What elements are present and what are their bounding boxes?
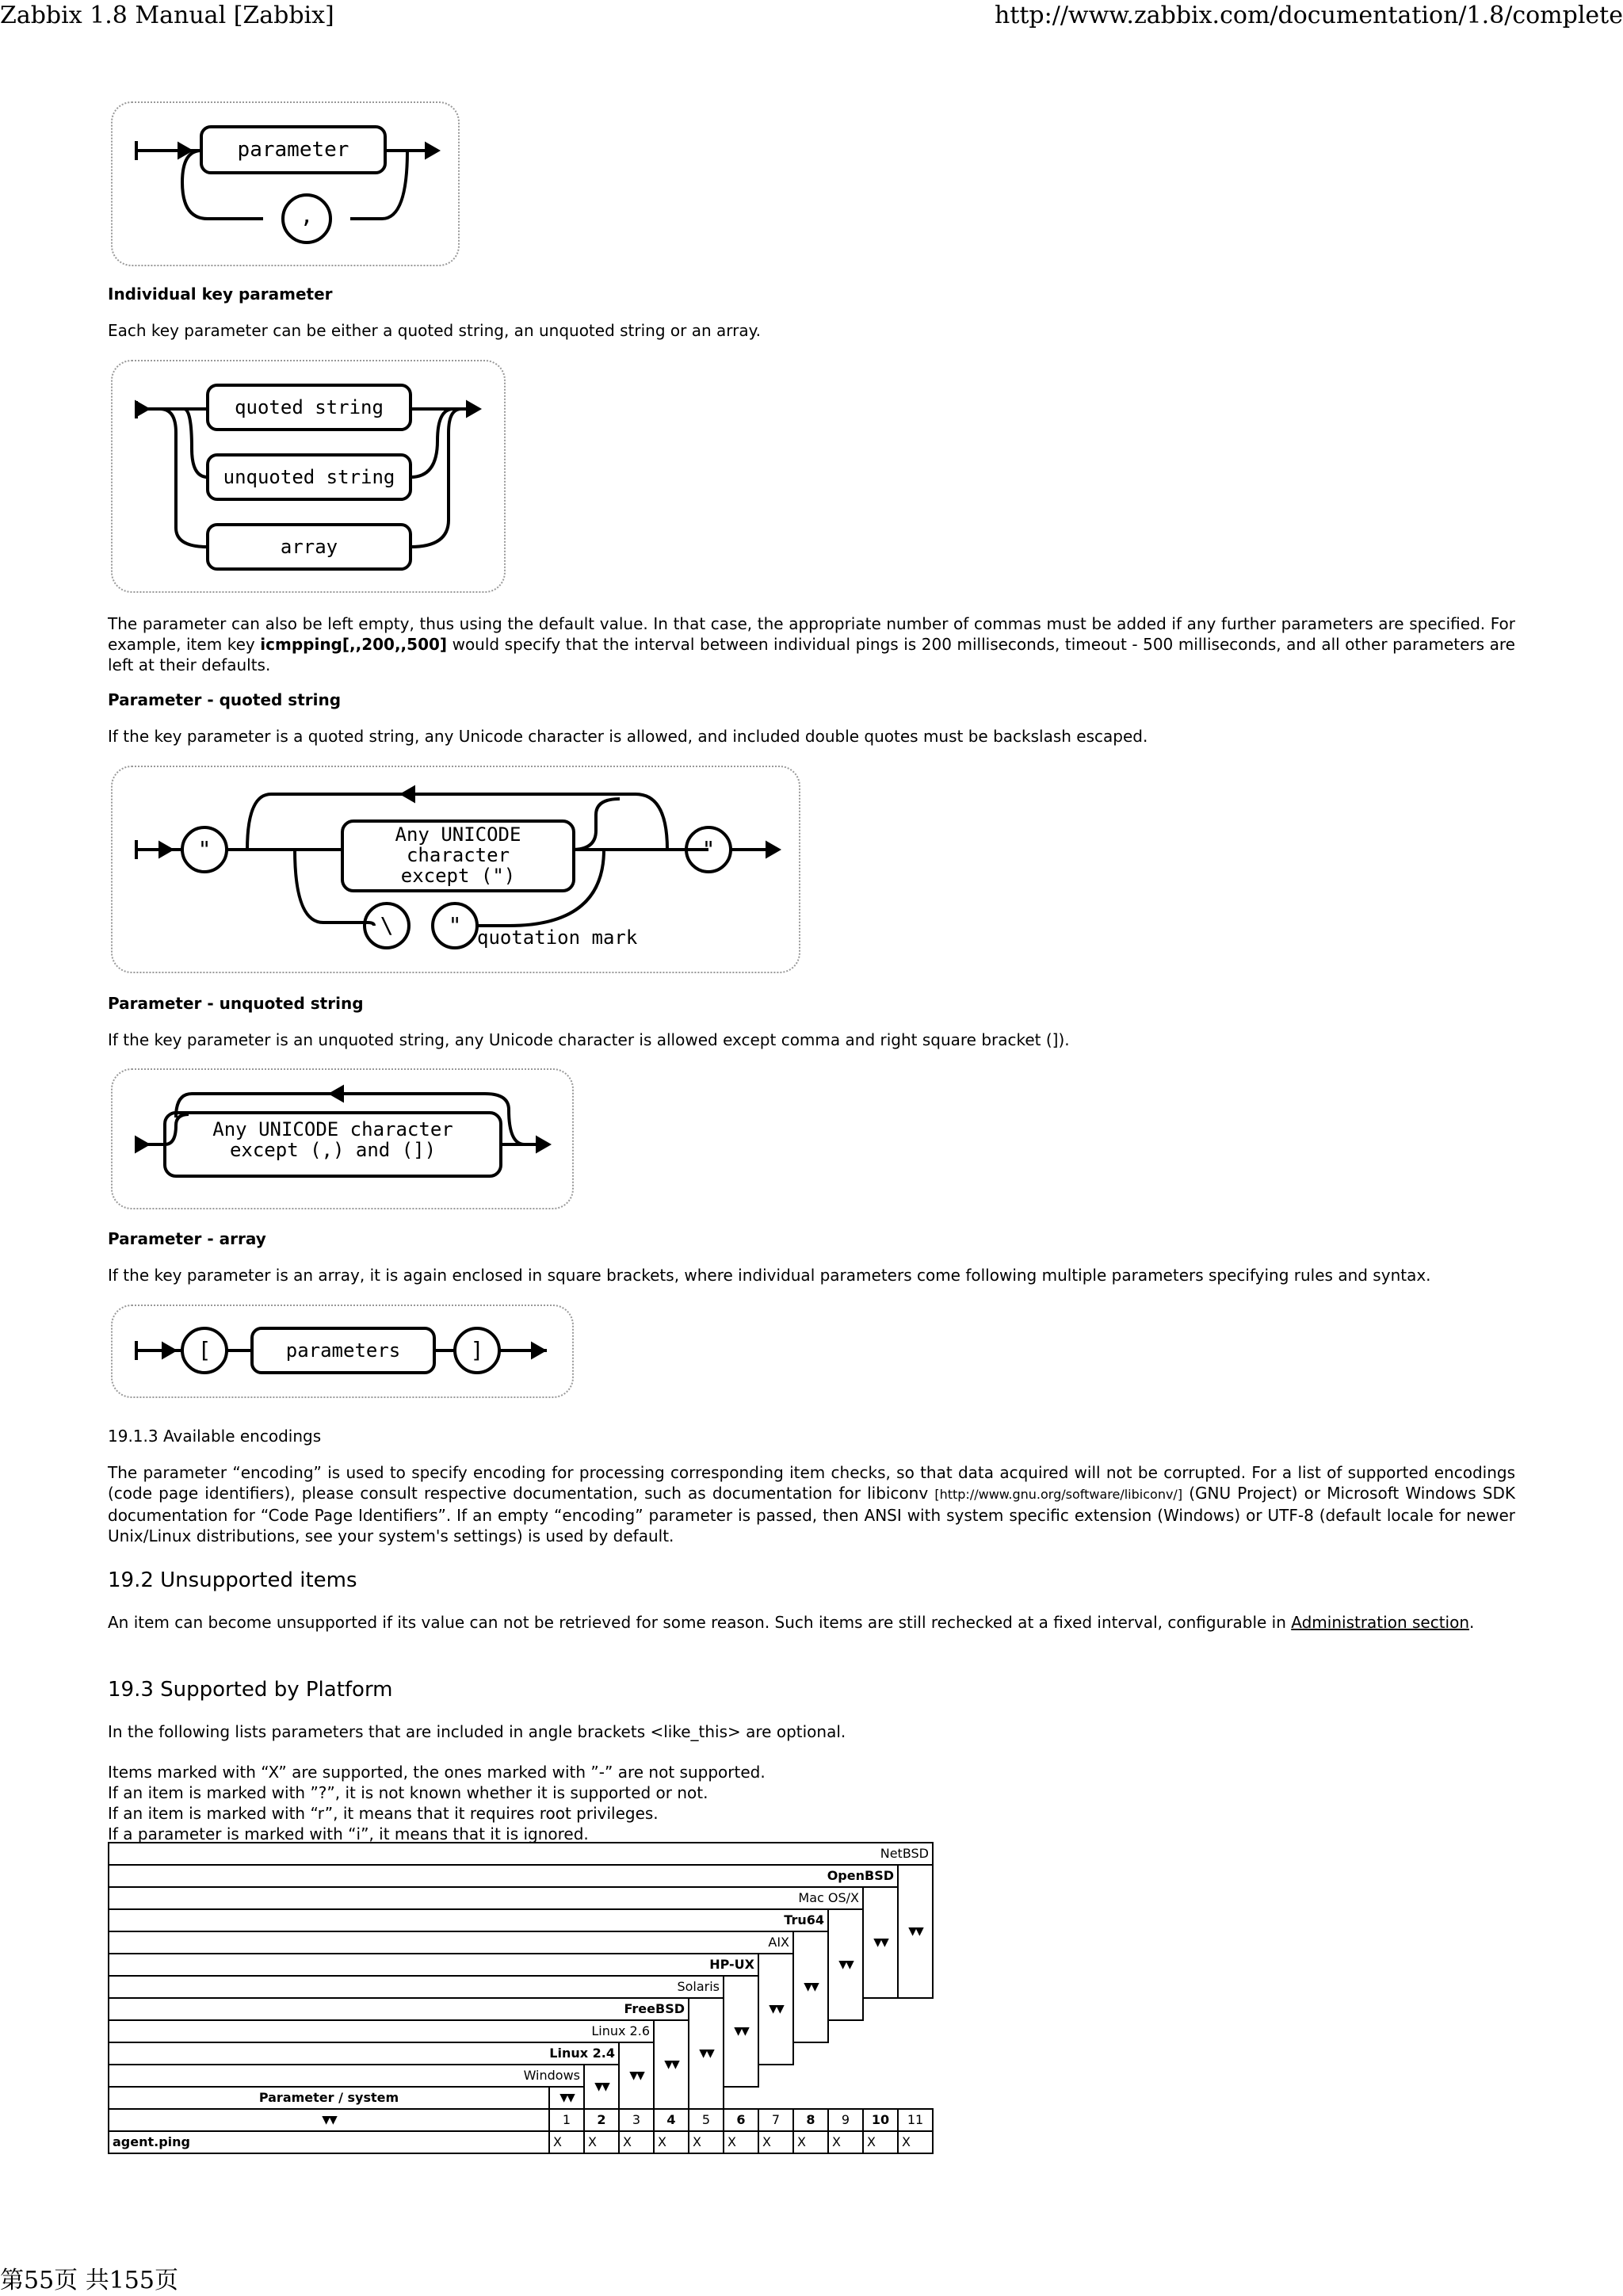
unquoted-text: If the key parameter is an unquoted string, any Unicode character is allowed except comma and right square bracket (]). — [108, 1030, 1070, 1049]
platform-header-aix[interactable]: AIX — [109, 1931, 793, 1954]
libiconv-url: [http://www.gnu.org/software/libiconv/] — [934, 1487, 1183, 1502]
column-number: 1 — [549, 2109, 584, 2131]
unquoted-line2: except (,) and (]) — [229, 1139, 437, 1161]
column-number: 7 — [758, 2109, 793, 2131]
table-cell: X — [793, 2131, 828, 2153]
sort-arrows-4[interactable]: ▼▼ — [654, 2020, 689, 2109]
header-url: http://www.zabbix.com/documentation/1.8/complete — [994, 2, 1623, 29]
legend-list — [108, 1762, 766, 1844]
platform-heading: 19.3 Supported by Platform — [108, 1678, 393, 1702]
column-number: 2 — [584, 2109, 619, 2131]
quotation-mark-label: quotation mark — [477, 926, 638, 949]
unicode-except-quote-box — [342, 824, 574, 886]
parameter-box-label: parameter — [237, 138, 349, 162]
unicode-line3: except (") — [400, 865, 516, 887]
sort-arrows-5[interactable]: ▼▼ — [689, 1998, 724, 2109]
parameters-syntax-diagram — [111, 101, 460, 266]
encodings-text-part2: (GNU Project) or Microsoft Windows SDK documentation for “Code Page Identifiers”. If an empty “encoding” parameter is passed, then ANSI with system specific extension (Windows) or UTF-8 (default locale for newer Unix/Linux distributions, see your system's settings) is used by default. — [108, 1484, 1515, 1545]
sort-arrows-10[interactable]: ▼▼ — [863, 1887, 898, 1998]
column-number: 5 — [689, 2109, 724, 2131]
comma-symbol: , — [300, 202, 314, 228]
option-unquoted-string: unquoted string — [223, 466, 395, 488]
empty-parameter-paragraph — [108, 613, 1515, 675]
open-bracket-symbol: [ — [197, 1337, 212, 1363]
sort-arrows-1[interactable]: ▼▼ — [549, 2087, 584, 2109]
table-cell: X — [619, 2131, 654, 2153]
platform-header-tru64[interactable]: Tru64 — [109, 1909, 828, 1931]
array-heading: Parameter - array — [108, 1229, 266, 1248]
table-cell: X — [863, 2131, 898, 2153]
individual-heading: Individual key parameter — [108, 285, 333, 304]
array-syntax-diagram — [111, 1305, 574, 1398]
unsupported-text-part2: . — [1469, 1613, 1475, 1632]
parameters-box-label: parameters — [285, 1339, 401, 1362]
open-quote-symbol: " — [197, 836, 212, 862]
column-number: 6 — [724, 2109, 758, 2131]
column-number: 10 — [863, 2109, 898, 2131]
table-cell: X — [758, 2131, 793, 2153]
unquoted-string-diagram — [111, 1068, 574, 1209]
legend-line: If an item is marked with “r”, it means that it requires root privileges. — [108, 1804, 659, 1823]
close-bracket-symbol: ] — [470, 1337, 484, 1363]
legend-line: If a parameter is marked with “i”, it means that it is ignored. — [108, 1824, 589, 1843]
table-cell: X — [724, 2131, 758, 2153]
unquoted-heading: Parameter - unquoted string — [108, 994, 364, 1013]
table-cell: X — [549, 2131, 584, 2153]
sort-arrows-9[interactable]: ▼▼ — [828, 1909, 863, 2020]
page-counter: 第55页 共155页 — [0, 2267, 178, 2294]
administration-section-link[interactable]: Administration section — [1291, 1613, 1470, 1632]
column-number: 8 — [793, 2109, 828, 2131]
platform-header-linux26[interactable]: Linux 2.6 — [109, 2020, 654, 2042]
column-number: 4 — [654, 2109, 689, 2131]
encodings-paragraph — [108, 1462, 1515, 1546]
platform-header-openbsd[interactable]: OpenBSD — [109, 1865, 898, 1887]
sort-arrows-7[interactable]: ▼▼ — [758, 1954, 793, 2065]
close-quote-symbol: " — [701, 836, 716, 862]
column-number: 3 — [619, 2109, 654, 2131]
individual-parameter-diagram — [111, 360, 506, 593]
platform-header-freebsd[interactable]: FreeBSD — [109, 1998, 689, 2020]
sort-arrows-11[interactable]: ▼▼ — [898, 1865, 933, 1998]
header-title: Zabbix 1.8 Manual [Zabbix] — [0, 2, 334, 29]
sort-arrows-8[interactable]: ▼▼ — [793, 1931, 828, 2042]
legend-line: Items marked with “X” are supported, the ones marked with ”-” are not supported. — [108, 1763, 766, 1782]
platform-support-table — [108, 1842, 934, 2154]
parameter-system-header[interactable]: Parameter / system — [109, 2087, 549, 2109]
sort-arrows-parameter[interactable]: ▼▼ — [109, 2109, 549, 2131]
platform-header-solaris[interactable]: Solaris — [109, 1976, 724, 1998]
unsupported-paragraph — [108, 1612, 1515, 1633]
table-row — [109, 2131, 933, 2153]
unicode-except-box — [165, 1119, 501, 1160]
platform-header-hpux[interactable]: HP-UX — [109, 1954, 758, 1976]
unicode-line1: Any UNICODE — [395, 823, 521, 846]
column-number: 11 — [898, 2109, 933, 2131]
option-array: array — [280, 536, 338, 558]
sort-arrows-2[interactable]: ▼▼ — [584, 2065, 619, 2109]
platform-header-windows[interactable]: Windows — [109, 2065, 584, 2087]
option-quoted-string: quoted string — [235, 396, 384, 418]
unsupported-heading: 19.2 Unsupported items — [108, 1568, 357, 1592]
table-cell: X — [898, 2131, 933, 2153]
row-parameter-name: agent.ping — [109, 2131, 549, 2153]
example-item-key: icmpping[,,200,,500] — [260, 635, 448, 654]
table-cell: X — [654, 2131, 689, 2153]
platform-header-netbsd[interactable]: NetBSD — [109, 1843, 933, 1865]
platform-header-linux24[interactable]: Linux 2.4 — [109, 2042, 619, 2065]
sort-arrows-3[interactable]: ▼▼ — [619, 2042, 654, 2109]
quoted-text: If the key parameter is a quoted string, any Unicode character is allowed, and included double quotes must be backslash escaped. — [108, 727, 1148, 746]
empty-text-part1: The parameter can also be left empty, thus using the default value. In that case, the appropriate number of commas must be added if any further parameters are specified. For example, item key — [108, 614, 1515, 654]
unicode-line2: character — [406, 844, 510, 866]
platform-header-macosx[interactable]: Mac OS/X — [109, 1887, 863, 1909]
column-number: 9 — [828, 2109, 863, 2131]
encodings-text-part1: The parameter “encoding” is used to specify encoding for processing corresponding item checks, so that data acquired will not be corrupted. For a list of supported encodings (code page identifiers), please consult respective documentation, such as documentation for libiconv — [108, 1463, 1515, 1503]
array-text: If the key parameter is an array, it is again enclosed in square brackets, where individual parameters come following multiple parameters specifying rules and syntax. — [108, 1266, 1431, 1285]
quoted-heading: Parameter - quoted string — [108, 690, 342, 709]
encodings-heading: 19.1.3 Available encodings — [108, 1427, 322, 1446]
sort-arrows-6[interactable]: ▼▼ — [724, 1976, 758, 2087]
escaped-quote-symbol: " — [448, 912, 462, 938]
empty-text-part2: would specify that the interval between individual pings is 200 milliseconds, timeout - 500 milliseconds, and all other parameters are left at their defaults. — [108, 635, 1515, 674]
platform-intro: In the following lists parameters that are included in angle brackets <like_this> are optional. — [108, 1722, 846, 1741]
backslash-symbol: \ — [380, 912, 394, 938]
quoted-string-diagram — [111, 766, 800, 973]
table-cell: X — [689, 2131, 724, 2153]
individual-text: Each key parameter can be either a quoted string, an unquoted string or an array. — [108, 321, 761, 340]
unsupported-text-part1: An item can become unsupported if its value can not be retrieved for some reason. Such items are still rechecked at a fixed interval, configurable in — [108, 1613, 1292, 1632]
legend-line: If an item is marked with ”?”, it is not known whether it is supported or not. — [108, 1783, 708, 1802]
unquoted-line1: Any UNICODE character — [212, 1118, 453, 1140]
table-cell: X — [584, 2131, 619, 2153]
table-cell: X — [828, 2131, 863, 2153]
